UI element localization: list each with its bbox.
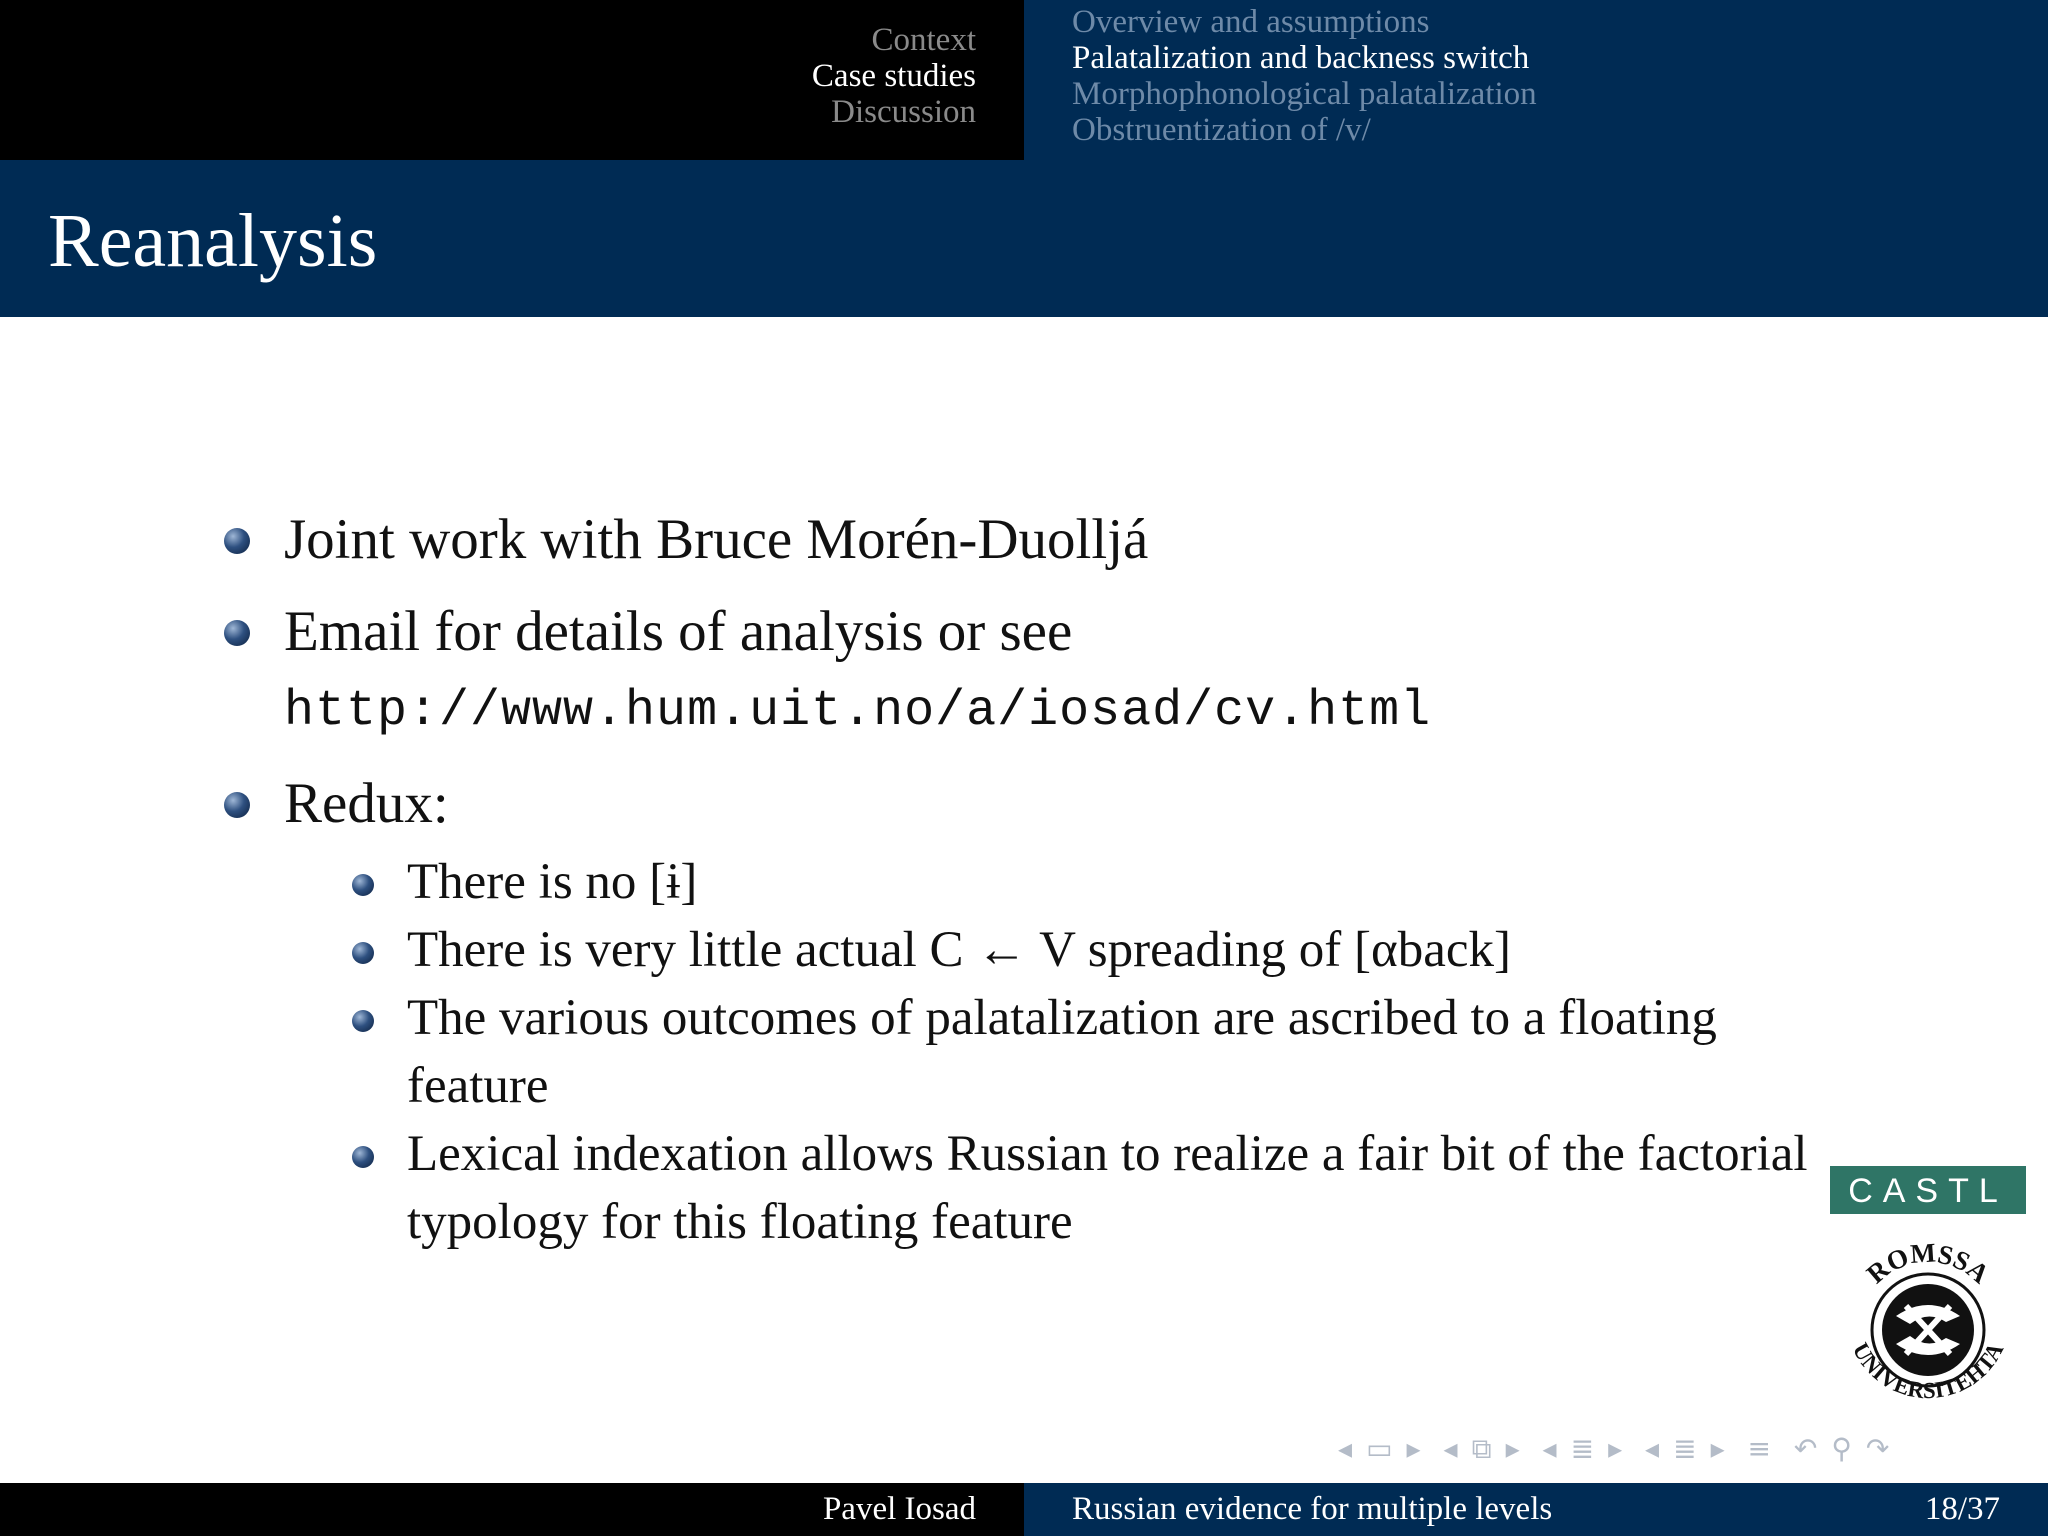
seal-ring-top-text: ROMSSA — [1860, 1237, 1996, 1290]
frame-title: Reanalysis — [48, 199, 378, 283]
frame-next-icon[interactable]: ▸ — [1406, 1432, 1421, 1465]
bullet-icon — [224, 620, 250, 646]
slide-prev-icon[interactable]: ◂ — [1645, 1432, 1660, 1465]
sub-bullet-item — [220, 1120, 1840, 1256]
slide-content — [220, 500, 1840, 1256]
forward-icon[interactable]: ↷ — [1865, 1432, 1890, 1465]
sub-bullet-item — [220, 916, 1840, 984]
nav-subsection-overview[interactable]: Overview and assumptions — [1072, 4, 1430, 40]
subsection-prev-icon[interactable]: ◂ — [1443, 1432, 1458, 1465]
footer-title: Russian evidence for multiple levels — [1072, 1491, 1553, 1527]
subsection-next-icon[interactable]: ▸ — [1505, 1432, 1520, 1465]
sub-bullet-icon — [352, 942, 374, 964]
subsection-navigation — [1072, 4, 1537, 148]
bullet-text: Email for details of analysis or see — [284, 600, 1073, 663]
slide-next-icon[interactable]: ▸ — [1710, 1432, 1725, 1465]
sub-bullet-text: There is very little actual C ← V spreading of [αback] — [407, 922, 1511, 978]
sub-bullet-item — [220, 984, 1840, 1120]
header-sections-panel — [0, 0, 1024, 160]
sub-bullet-text: The various outcomes of palatalization are ascribed to a floating feature — [407, 990, 1717, 1114]
search-icon[interactable]: ⚲ — [1831, 1432, 1852, 1465]
header-subsections-panel — [1024, 0, 2048, 160]
seal-ring-bottom-text: UNIVERSITEHTA — [1847, 1338, 2009, 1404]
sub-bullet-text: Lexical indexation allows Russian to realize a fair bit of the factorial typology for this floating feature — [407, 1126, 1808, 1250]
bullet-icon — [224, 528, 250, 554]
sub-bullet-text: There is no [ɨ] — [407, 854, 698, 910]
footer-author: Pavel Iosad — [822, 1491, 976, 1527]
nav-subsection-palatalization[interactable]: Palatalization and backness switch — [1072, 40, 1530, 76]
footer-page-number: 18/37 — [1924, 1491, 2000, 1527]
slide-icon[interactable]: ≣ — [1673, 1432, 1697, 1465]
section-navigation — [812, 22, 976, 130]
footer-title-panel — [1024, 1483, 2048, 1536]
castl-text: CASTL — [1848, 1172, 2008, 1210]
sub-bullet-icon — [352, 1010, 374, 1032]
section-icon[interactable]: ≣ — [1570, 1432, 1595, 1465]
toc-icon[interactable]: ≡ — [1747, 1432, 1771, 1465]
sub-bullet-item — [220, 848, 1840, 916]
bullet-item — [220, 500, 1840, 580]
sub-bullet-icon — [352, 874, 374, 896]
footer-author-panel — [0, 1483, 1024, 1536]
university-seal — [1848, 1237, 2009, 1403]
frame-title-bar — [0, 160, 2048, 317]
nav-subsection-morphophonological[interactable]: Morphophonological palatalization — [1072, 76, 1537, 112]
section-prev-icon[interactable]: ◂ — [1542, 1432, 1557, 1465]
section-next-icon[interactable]: ▸ — [1608, 1432, 1623, 1465]
bullet-icon — [224, 792, 250, 818]
navigation-symbols — [1338, 1432, 2038, 1472]
frame-icon[interactable]: ▭ — [1366, 1432, 1393, 1465]
castl-university-logo — [1828, 1166, 2028, 1426]
nav-section-case-studies[interactable]: Case studies — [811, 58, 976, 94]
url-text: http://www.hum.uit.no/a/iosad/cv.html — [284, 683, 1432, 740]
sub-bullet-list — [220, 848, 1840, 1256]
nav-subsection-obstruentization[interactable]: Obstruentization of /v/ — [1072, 112, 1371, 148]
nav-section-discussion[interactable]: Discussion — [831, 94, 976, 130]
bullet-item — [220, 592, 1840, 752]
bullet-item — [220, 764, 1840, 844]
frame-prev-icon[interactable]: ◂ — [1338, 1432, 1353, 1465]
nav-section-context[interactable]: Context — [871, 22, 976, 58]
bullet-text: Joint work with Bruce Morén-Duolljá — [284, 508, 1149, 571]
sub-bullet-icon — [352, 1146, 374, 1168]
bullet-text: Redux: — [284, 772, 449, 835]
back-icon[interactable]: ↶ — [1793, 1432, 1818, 1465]
subsection-icon[interactable]: ⧉ — [1471, 1432, 1492, 1465]
